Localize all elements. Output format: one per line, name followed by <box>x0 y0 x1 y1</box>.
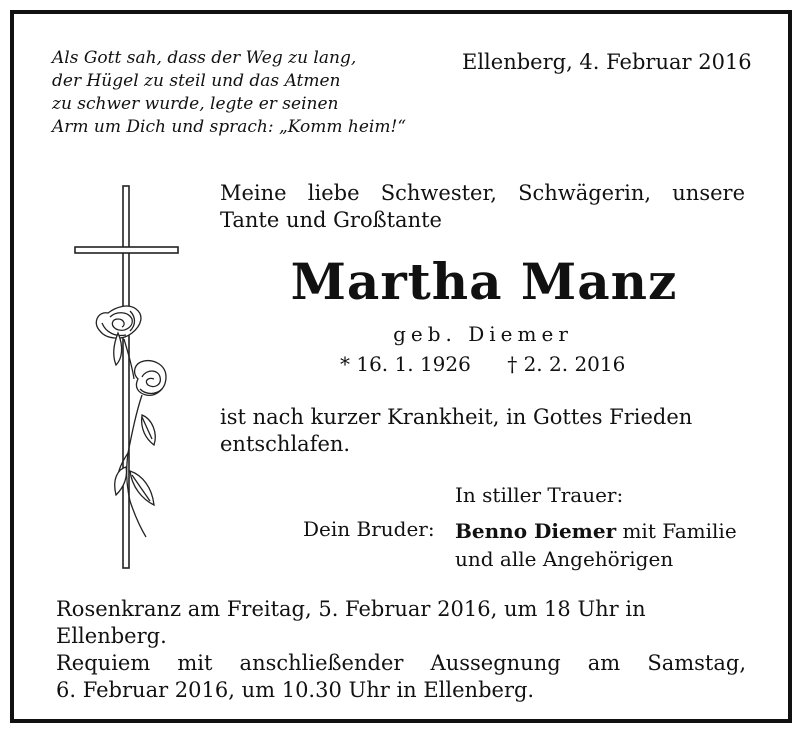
life-dates <box>340 352 625 376</box>
relation-label: Dein Bruder: <box>303 517 435 541</box>
poem-line: der Hügel zu steil und das Atmen <box>52 71 341 91</box>
cross-with-roses-icon <box>70 183 188 575</box>
funeral-line: Requiem mit anschließender Aussegnung am Samstag, <box>56 651 746 675</box>
funeral-line: 6. Februar 2016, um 10.30 Uhr in Ellenberg. <box>56 678 535 702</box>
birth-name: geb. Diemer <box>393 322 573 346</box>
deceased-name: Martha Manz <box>290 252 678 311</box>
death-message <box>220 404 692 458</box>
funeral-line: Rosenkranz am Freitag, 5. Februar 2016, um 18 Uhr in Ellenberg. <box>56 597 646 648</box>
place-date: Ellenberg, 4. Februar 2016 <box>462 50 752 74</box>
death-date: † 2. 2. 2016 <box>507 352 626 376</box>
intro-text <box>220 180 745 234</box>
intro-line: Meine liebe Schwester, Schwägerin, unsere <box>220 181 745 205</box>
brother-suffix: mit Familie <box>616 519 737 543</box>
mourning-heading: In stiller Trauer: <box>455 483 624 507</box>
poem-line: zu schwer wurde, legte er seinen <box>52 94 339 114</box>
mourner-others: und alle Angehörigen <box>455 547 674 571</box>
mourners-list <box>455 517 737 573</box>
mourner-brother <box>455 517 737 545</box>
brother-name: Benno Diemer <box>455 519 617 543</box>
intro-line: Tante und Großtante <box>220 208 442 232</box>
poem <box>52 47 406 139</box>
poem-line: Als Gott sah, dass der Weg zu lang, <box>52 48 357 68</box>
message-line: ist nach kurzer Krankheit, in Gottes Frieden <box>220 405 693 429</box>
birth-date: * 16. 1. 1926 <box>340 352 471 376</box>
poem-line: Arm um Dich und sprach: „Komm heim!“ <box>52 117 407 137</box>
message-line: entschlafen. <box>220 432 351 456</box>
funeral-details <box>56 596 746 704</box>
